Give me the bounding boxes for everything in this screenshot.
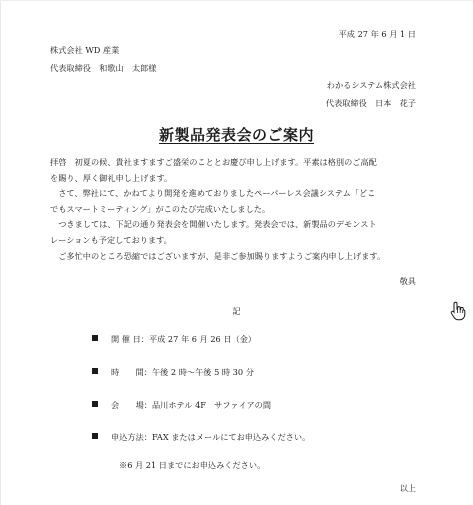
- body-line: さて、弊社にて、かねてより開発を進めておりましたペーパーレス会議システム「どこ: [50, 188, 376, 199]
- body-line: でもスマートミーティング」がこのたび完成いたしました。: [50, 203, 271, 214]
- sender-person: 代表取締役 日本 花子: [325, 98, 416, 108]
- letter-title: 新製品発表会のご案内: [158, 126, 314, 144]
- document-page: 平成 27 年 6 月 1 日 株式会社 WD 産業 代表取締役 和歌山 太郎様 わかるシステム株式会社 代表取締役 日本 花子 新製品発表会のご案内 拝啓 初夏の候、貴社ますますご盛栄のこととお慶び申し上げます。平素は格別のご高配 を賜り、厚く御礼申し上げます。 さて、弊社にて、かねてより開発を進めておりましたペーパーレス会議システム「どこ でもスマートミーティング」がこのたび完成いたしました。 つきましては、下記の通り発表会を開催いたします。発表会では、新製品のデモンスト レーションも予定しております。 ご多忙中のところ恐縮ではございますが、是非ご参加賜りますようご案内申し上げます。 敬具 記 開 催 日：平成 27 年 6 月 26 日（金） 時 間：午後 2 時～午後 5 時 30 分 会 場：品川ホテル 4F サファイアの間 申込方法：FAX またはメールにてお申込みください。 ※6 月 21 日までにお申込みください。 以上: [0, 0, 473, 505]
- square-bullet-icon: [92, 335, 98, 341]
- ki-heading: 記: [232, 306, 241, 316]
- body-line: ご多忙中のところ恐縮ではございますが、是非ご参加賜りますようご案内申し上げます。: [50, 250, 386, 261]
- square-bullet-icon: [92, 433, 98, 439]
- square-bullet-icon: [92, 401, 98, 407]
- page-edge-top: [0, 0, 473, 1]
- closing-keigu: 敬具: [399, 276, 416, 286]
- sender-company: わかるシステム株式会社: [326, 80, 416, 90]
- closing-ijou: 以上: [399, 483, 416, 493]
- page-edge-left: [0, 0, 1, 505]
- recipient-company: 株式会社 WD 産業: [50, 45, 120, 55]
- letter-date: 平成 27 年 6 月 1 日: [338, 29, 416, 39]
- body-line: つきましては、下記の通り発表会を開催いたします。発表会では、新製品のデモンスト: [50, 219, 377, 230]
- body-line: を賜り、厚く御礼申し上げます。: [50, 172, 173, 183]
- recipient-person: 代表取締役 和歌山 太郎様: [50, 63, 157, 73]
- hand-pointer-icon: [450, 301, 466, 321]
- body-line: レーションも予定しております。: [50, 234, 172, 245]
- deadline-note: ※6 月 21 日までにお申込みください。: [119, 460, 266, 470]
- body-line: 拝啓 初夏の候、貴社ますますご盛栄のこととお慶び申し上げます。平素は格別のご高配: [50, 157, 377, 167]
- letter-body: [50, 155, 385, 264]
- square-bullet-icon: [92, 368, 98, 374]
